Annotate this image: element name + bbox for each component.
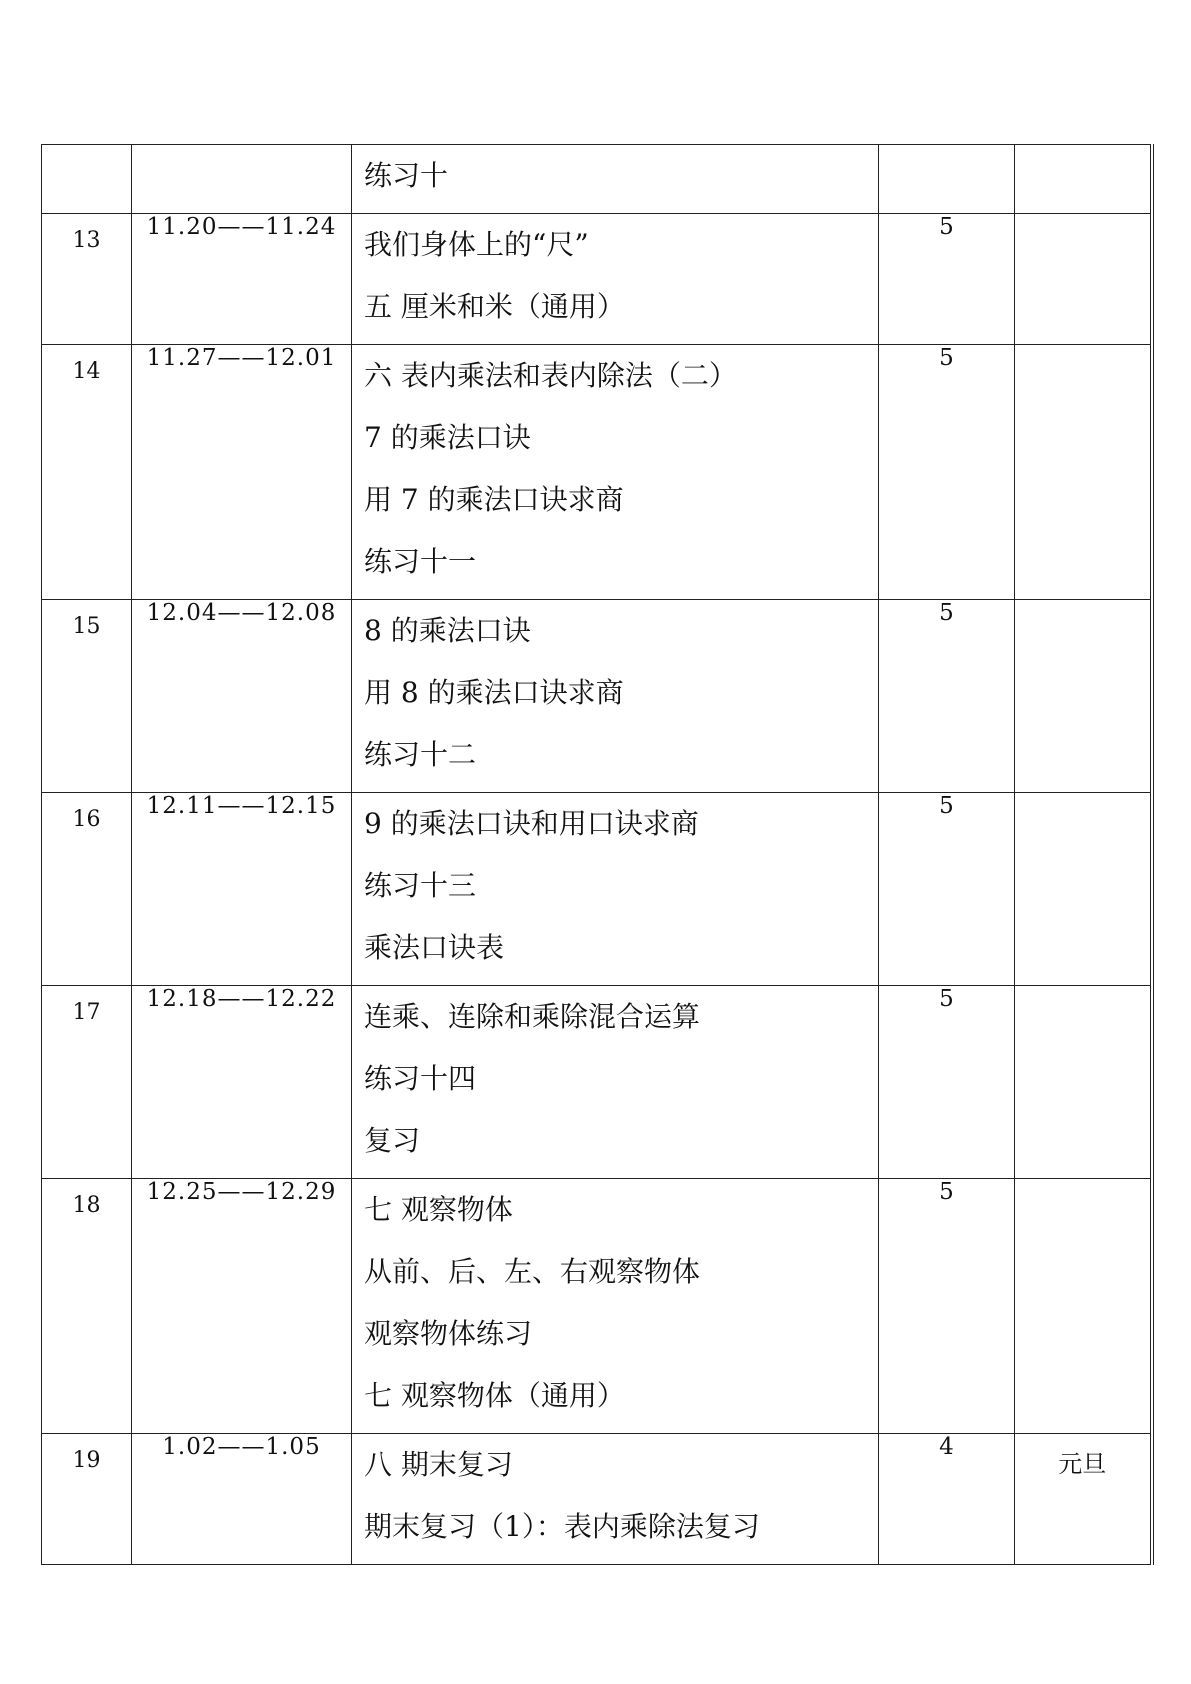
class-hours-cell: 5 xyxy=(879,345,1015,600)
lesson-content-cell xyxy=(352,214,879,345)
lesson-content-cell xyxy=(352,1434,879,1565)
class-hours-cell: 4 xyxy=(879,1434,1015,1565)
lesson-topic: 我们身体上的“尺” xyxy=(364,228,589,261)
table-row xyxy=(42,1179,1152,1434)
lesson-topic: 期末复习（1）：表内乘除法复习 xyxy=(364,1510,760,1543)
remarks-cell xyxy=(1015,1179,1152,1434)
week-number-cell: 17 xyxy=(42,986,132,1179)
lesson-topic: 8 的乘法口诀 xyxy=(364,614,531,647)
lesson-topic: 五 厘米和米（通用） xyxy=(364,290,625,323)
week-number-cell: 15 xyxy=(42,600,132,793)
class-hours-cell: 5 xyxy=(879,214,1015,345)
lesson-topic: 练习十三 xyxy=(364,869,477,902)
date-range-cell: 12.18——12.22 xyxy=(132,986,352,1179)
remarks-cell xyxy=(1015,345,1152,600)
lesson-content-cell xyxy=(352,793,879,986)
table-row xyxy=(42,986,1152,1179)
lesson-topic: 八 期末复习 xyxy=(364,1448,513,1481)
schedule-body xyxy=(42,145,1152,1565)
date-range-cell xyxy=(132,145,352,214)
class-hours-cell xyxy=(879,145,1015,214)
lesson-topic: 六 表内乘法和表内除法（二） xyxy=(364,359,737,392)
lesson-topic: 乘法口诀表 xyxy=(364,931,505,964)
class-hours-cell: 5 xyxy=(879,1179,1015,1434)
teaching-schedule-table xyxy=(41,144,1154,1565)
lesson-content-cell xyxy=(352,986,879,1179)
lesson-content-cell xyxy=(352,145,879,214)
lesson-content-cell xyxy=(352,600,879,793)
lesson-topic: 用 8 的乘法口诀求商 xyxy=(364,676,624,709)
lesson-topic: 练习十 xyxy=(364,159,449,192)
week-number-cell: 16 xyxy=(42,793,132,986)
lesson-topic: 观察物体练习 xyxy=(364,1317,533,1350)
table-row xyxy=(42,345,1152,600)
lesson-topic: 练习十一 xyxy=(364,545,477,578)
date-range-cell: 12.25——12.29 xyxy=(132,1179,352,1434)
lesson-topic: 七 观察物体（通用） xyxy=(364,1379,625,1412)
lesson-topic: 练习十四 xyxy=(364,1062,477,1095)
date-range-cell: 11.27——12.01 xyxy=(132,345,352,600)
week-number-cell: 14 xyxy=(42,345,132,600)
remarks-cell: 元旦 xyxy=(1015,1434,1152,1565)
lesson-topic: 用 7 的乘法口诀求商 xyxy=(364,483,624,516)
table-row xyxy=(42,793,1152,986)
lesson-topic: 从前、后、左、右观察物体 xyxy=(364,1255,701,1288)
date-range-cell: 11.20——11.24 xyxy=(132,214,352,345)
remarks-cell xyxy=(1015,793,1152,986)
remarks-cell xyxy=(1015,214,1152,345)
table-row xyxy=(42,214,1152,345)
lesson-topic: 7 的乘法口诀 xyxy=(364,421,531,454)
lesson-topic: 连乘、连除和乘除混合运算 xyxy=(364,1000,701,1033)
date-range-cell: 12.04——12.08 xyxy=(132,600,352,793)
table-row xyxy=(42,145,1152,214)
lesson-content-cell xyxy=(352,1179,879,1434)
table-row xyxy=(42,1434,1152,1565)
week-number-cell: 18 xyxy=(42,1179,132,1434)
class-hours-cell: 5 xyxy=(879,600,1015,793)
lesson-topic: 七 观察物体 xyxy=(364,1193,513,1226)
lesson-topic: 复习 xyxy=(364,1124,421,1157)
date-range-cell: 1.02——1.05 xyxy=(132,1434,352,1565)
remarks-cell xyxy=(1015,145,1152,214)
date-range-cell: 12.11——12.15 xyxy=(132,793,352,986)
week-number-cell: 13 xyxy=(42,214,132,345)
class-hours-cell: 5 xyxy=(879,793,1015,986)
lesson-content-cell xyxy=(352,345,879,600)
class-hours-cell: 5 xyxy=(879,986,1015,1179)
remarks-cell xyxy=(1015,986,1152,1179)
lesson-topic: 9 的乘法口诀和用口诀求商 xyxy=(364,807,699,840)
week-number-cell xyxy=(42,145,132,214)
table-row xyxy=(42,600,1152,793)
remarks-cell xyxy=(1015,600,1152,793)
lesson-topic: 练习十二 xyxy=(364,738,477,771)
week-number-cell: 19 xyxy=(42,1434,132,1565)
